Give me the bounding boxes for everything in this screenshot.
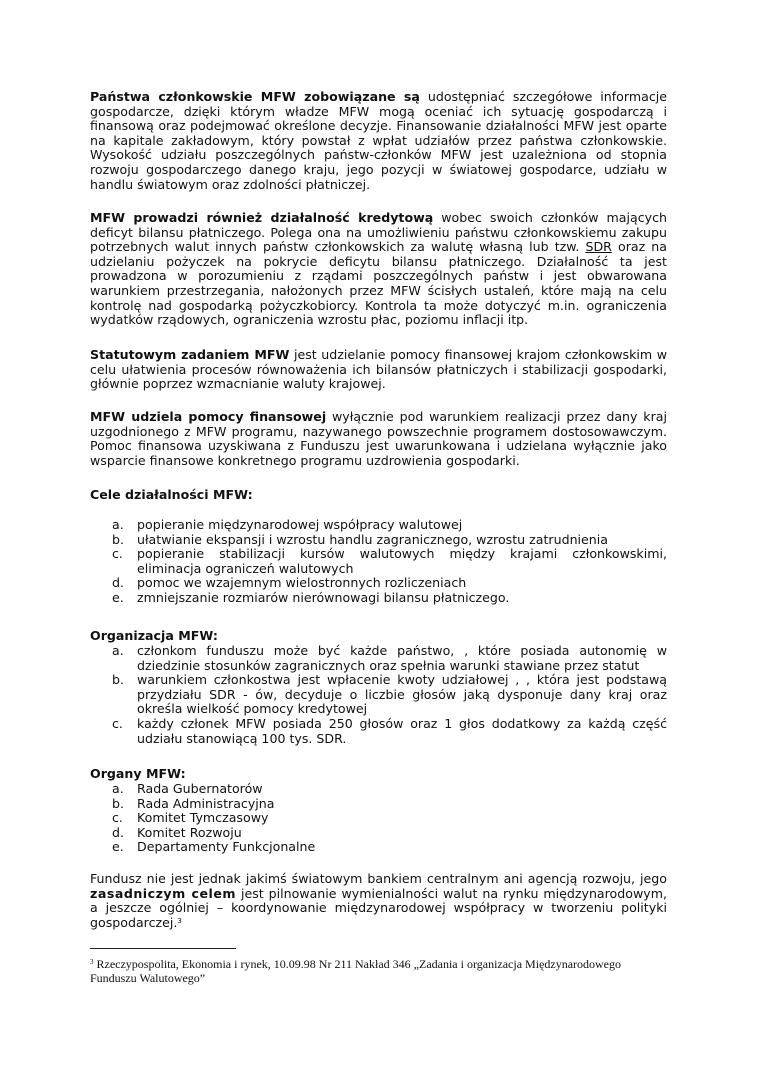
list-item-text: Komitet Rozwoju bbox=[137, 824, 242, 840]
list-item bbox=[90, 576, 667, 591]
paragraph-statutory-task bbox=[90, 348, 667, 392]
list-item-text: każdy członek MFW posiada 250 głosów oraz 1 głos dodatkowy za każdą część udziału stanowiącą 100 tys. SDR. bbox=[137, 715, 667, 746]
list-marker: b. bbox=[112, 531, 124, 547]
list-item bbox=[90, 518, 667, 533]
paragraph-text: jest udzielanie pomocy finansowej krajom członkowskim w celu ułatwienia procesów równoważenia ich bilansów płatniczych i stabilizacji gospodarki, głównie poprzez wzmacnianie waluty krajowej. bbox=[90, 347, 668, 392]
paragraph-lead: Państwa członkowskie MFW zobowiązane są bbox=[90, 89, 420, 104]
list-item-text: popieranie stabilizacji kursów walutowych między krajami członkowskimi, eliminacja ograniczeń walutowych bbox=[137, 546, 667, 576]
list-marker: a. bbox=[112, 517, 124, 532]
paragraph-emphasis: zasadniczym celem bbox=[90, 885, 237, 901]
list-item bbox=[90, 826, 667, 841]
list-item-text: Rada Gubernatorów bbox=[137, 781, 263, 796]
paragraph-lead: MFW prowadzi również działalność kredytową bbox=[90, 210, 434, 225]
footnote-number: 3 bbox=[90, 958, 94, 966]
footnote-text: Rzeczypospolita, Ekonomia i rynek, 10.09.98 Nr 211 Nakład 346 „Zadania i organizacja Międzynarodowego Funduszu Walutowego” bbox=[90, 957, 622, 985]
paragraph-lead: MFW udziela pomocy finansowej bbox=[90, 409, 327, 424]
list-item bbox=[90, 673, 667, 717]
list-marker: d. bbox=[112, 824, 124, 840]
list-marker: c. bbox=[112, 715, 123, 731]
paragraph-financial-aid bbox=[90, 410, 667, 468]
paragraph-text: jest pilnowanie wymienialności walut na rynku międzynarodowym, a jeszcze ogólniej – koordynowanie międzynarodowej współpracy w tworzeniu polityki gospodarczej. bbox=[90, 885, 667, 930]
list-item bbox=[90, 782, 667, 797]
paragraph-text: oraz na udzielaniu pożyczek na pokrycie deficytu bilansu płatniczego. Działalność ta jest prowadzona w porozumieniu z rządami poszczególnych państw i jest obwarowana warunkiem przestrzegania, nałożonych przez MFW ścisłych ustaleń, które mają na celu kontrolę nad gospodarką pożyczkobiorcy. Kontrola ta może dotyczyć m.in. ograniczenia wydatków rządowych, ograniczenia wzrostu płac, poziomu inflacji itp. bbox=[90, 239, 667, 328]
list-item-text: członkom funduszu może być każde państwo, , które posiada autonomię w dziedzinie stosunków zagranicznych oraz spełnia warunki stawiane przez statut bbox=[137, 643, 667, 673]
list-item-text: Rada Administracyjna bbox=[137, 795, 275, 811]
bodies-list bbox=[90, 782, 667, 855]
list-marker: e. bbox=[112, 589, 124, 605]
list-marker: e. bbox=[112, 839, 124, 855]
list-item-text: Departamenty Funkcjonalne bbox=[137, 839, 316, 855]
list-item bbox=[90, 797, 667, 812]
list-marker: a. bbox=[112, 781, 124, 796]
list-item-text: Komitet Tymczasowy bbox=[137, 810, 269, 826]
paragraph-text: Fundusz nie jest jednak jakimś światowym bankiem centralnym ani agencją rozwoju, jego bbox=[90, 871, 667, 886]
list-item-text: pomoc we wzajemnym wielostronnych rozliczeniach bbox=[137, 575, 467, 591]
list-item bbox=[90, 547, 667, 576]
list-item bbox=[90, 811, 667, 826]
paragraph-text: wobec swoich członków mających deficyt bilansu płatniczego. Polega ona na umożliwieniu państwu członkowskiemu zakupu potrzebnych walut innych państw członkowskich za walutę własną lub tzw. bbox=[90, 210, 667, 255]
list-item-text: ułatwianie ekspansji i wzrostu handlu zagranicznego, wzrostu zatrudnienia bbox=[137, 531, 608, 547]
list-item bbox=[90, 644, 667, 673]
paragraph-lead: Statutowym zadaniem MFW bbox=[90, 347, 290, 362]
list-item-text: zmniejszanie rozmiarów nierównowagi bilansu płatniczego. bbox=[137, 589, 510, 605]
list-item bbox=[90, 533, 667, 548]
list-marker: c. bbox=[112, 546, 123, 562]
list-marker: c. bbox=[112, 810, 123, 826]
footnote-separator bbox=[90, 948, 236, 949]
organization-list bbox=[90, 644, 667, 746]
paragraph-fund-purpose bbox=[90, 872, 667, 930]
list-marker: b. bbox=[112, 795, 124, 811]
list-item bbox=[90, 717, 667, 746]
list-marker: b. bbox=[112, 672, 124, 688]
paragraph-member-obligations bbox=[90, 90, 667, 192]
list-marker: d. bbox=[112, 575, 124, 591]
heading-text: Organy MFW: bbox=[90, 766, 186, 781]
footnote-reference[interactable]: 3 bbox=[177, 916, 182, 925]
list-item-text: warunkiem członkostwa jest wpłacenie kwoty udziałowej , , która jest podstawą przydziału SDR - ów, decyduje o liczbie głosów jaką dysponuje dany kraj oraz określa wielkość pomocy kredytowej bbox=[137, 672, 667, 717]
goals-list bbox=[90, 518, 667, 606]
paragraph-text: udostępniać szczegółowe informacje gospodarcze, dzięki którym władze MFW mogą oceniać ich sytuację gospodarczą i finansową oraz podejmować określone decyzje. Finansowanie działalności MFW jest oparte na kapitale zakładowym, który powstał z wpłat udziałów przez państwa członkowskie. Wysokość udziału poszczególnych państw-członków MFW jest uzależniona od stopnia rozwoju gospodarczego danego kraju, jego pozycji w światowej gospodarce, udziału w handlu światowym oraz zdolności płatniczej. bbox=[90, 89, 667, 192]
heading-text: Cele działalności MFW: bbox=[90, 487, 253, 502]
list-item bbox=[90, 591, 667, 606]
heading-goals bbox=[90, 488, 667, 503]
heading-bodies bbox=[90, 767, 667, 782]
list-item-text: popieranie międzynarodowej współpracy walutowej bbox=[137, 517, 463, 532]
list-item bbox=[90, 840, 667, 855]
paragraph-credit-activity bbox=[90, 211, 667, 328]
list-marker: a. bbox=[112, 643, 124, 658]
sdr-link[interactable]: SDR bbox=[585, 239, 612, 255]
heading-organization bbox=[90, 629, 667, 644]
heading-text: Organizacja MFW: bbox=[90, 628, 218, 643]
paragraph-text: wyłącznie pod warunkiem realizacji przez dany kraj uzgodnionego z MFW programu, nazywanego powszechnie programem dostosowawczym. Pomoc finansowa uzyskiwana z Funduszu jest uwarunkowana i udzielana wyłącznie jako wsparcie finansowe konkretnego programu uzdrowienia gospodarki. bbox=[90, 409, 667, 468]
footnote bbox=[90, 957, 667, 985]
